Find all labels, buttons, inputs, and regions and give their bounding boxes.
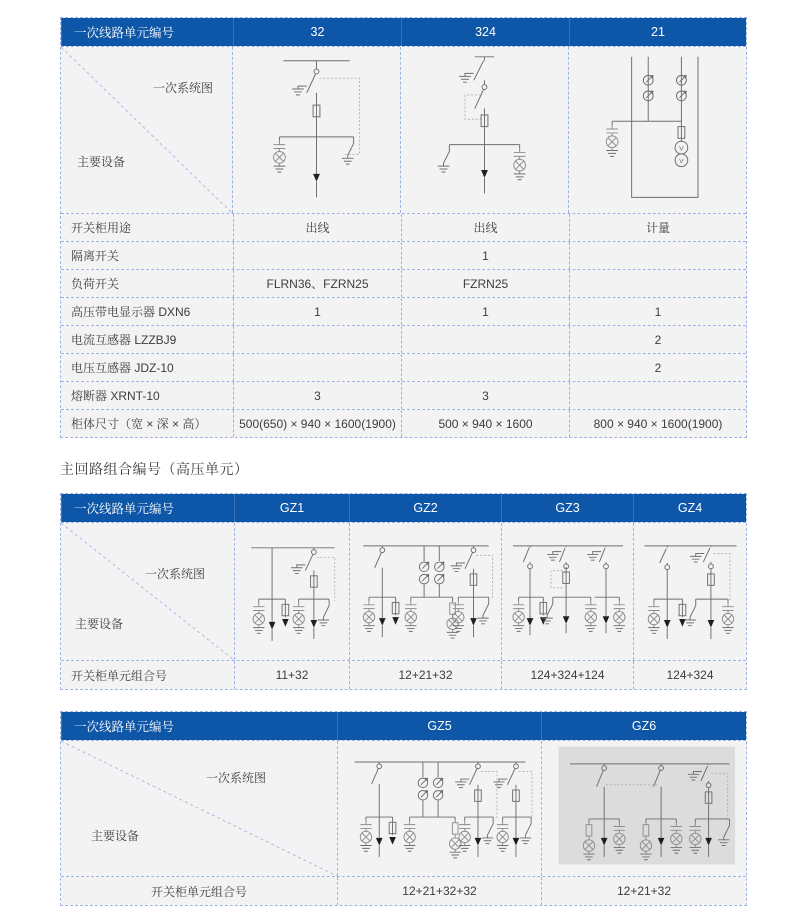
row-value: FLRN36、FZRN25 (233, 270, 401, 297)
circuit-diagram-gz5 (337, 741, 541, 876)
row-value: FZRN25 (401, 270, 569, 297)
footer-label: 开关柜单元组合号 (61, 661, 234, 689)
row-value (233, 242, 401, 269)
row-value (569, 242, 746, 269)
row-value: 2 (569, 326, 746, 353)
footer-value-gz6: 12+21+32 (541, 877, 746, 905)
row-value (401, 326, 569, 353)
table-row-hv-live-display (61, 297, 746, 325)
row-label: 隔离开关 (61, 242, 233, 269)
table-row-cabinet-size (61, 409, 746, 437)
diagram-row-label-cell (61, 741, 337, 876)
row-label: 高压带电显示器 DXN6 (61, 298, 233, 325)
row-value (233, 354, 401, 381)
row-value: 500(650) × 940 × 1600(1900) (233, 410, 401, 437)
header-col-324: 324 (401, 18, 569, 46)
combination-table-gz5-gz6 (60, 711, 747, 906)
row-value: 1 (401, 242, 569, 269)
row-value: 1 (569, 298, 746, 325)
row-value (233, 326, 401, 353)
circuit-diagram-gz4 (633, 523, 746, 660)
equipment-label: 主要设备 (75, 617, 124, 631)
unit-spec-table (60, 17, 747, 438)
combination-footer-row (61, 876, 746, 905)
table-row-current-transformer (61, 325, 746, 353)
footer-value-gz2: 12+21+32 (349, 661, 501, 689)
equipment-label: 主要设备 (91, 829, 140, 843)
row-label: 熔断器 XRNT-10 (61, 382, 233, 409)
table-row-load-switch (61, 269, 746, 297)
diagram-row (61, 740, 746, 876)
combination-table-gz1-gz4 (60, 493, 747, 690)
table-row-fuse (61, 381, 746, 409)
row-value: 800 × 940 × 1600(1900) (569, 410, 746, 437)
row-value: 出线 (233, 214, 401, 241)
header-col-gz1: GZ1 (234, 494, 349, 522)
diagram-row (61, 46, 746, 213)
footer-label: 开关柜单元组合号 (61, 877, 337, 905)
header-col-32: 32 (233, 18, 401, 46)
circuit-diagram-gz1 (234, 523, 349, 660)
row-value: 2 (569, 354, 746, 381)
header-col-gz5: GZ5 (337, 712, 541, 740)
diagram-label: 一次系统图 (206, 771, 267, 785)
header-unit-number-label: 一次线路单元编号 (61, 494, 234, 522)
row-value (401, 354, 569, 381)
row-label: 电流互感器 LZZBJ9 (61, 326, 233, 353)
header-col-gz6: GZ6 (541, 712, 746, 740)
circuit-diagram-gz2 (349, 523, 501, 660)
footer-value-gz5: 12+21+32+32 (337, 877, 541, 905)
diagram-row-label-cell (61, 523, 234, 660)
circuit-diagram-unit-324 (400, 47, 568, 213)
diagonal-divider (61, 523, 234, 660)
diagram-row (61, 522, 746, 660)
row-value: 500 × 940 × 1600 (401, 410, 569, 437)
header-col-gz2: GZ2 (349, 494, 501, 522)
row-label: 柜体尺寸（宽 × 深 × 高） (61, 410, 233, 437)
equipment-label: 主要设备 (77, 155, 126, 169)
unit-spec-header-row (61, 18, 746, 46)
header-unit-number-label: 一次线路单元编号 (61, 712, 337, 740)
row-value: 1 (401, 298, 569, 325)
row-value: 3 (233, 382, 401, 409)
header-col-21: 21 (569, 18, 746, 46)
footer-value-gz3: 124+324+124 (501, 661, 633, 689)
diagram-row-label-cell (61, 47, 232, 213)
row-label: 开关柜用途 (61, 214, 233, 241)
circuit-diagram-unit-32 (232, 47, 400, 213)
table-row-voltage-transformer (61, 353, 746, 381)
row-value: 3 (401, 382, 569, 409)
header-col-gz4: GZ4 (633, 494, 746, 522)
row-value: 出线 (401, 214, 569, 241)
footer-value-gz1: 11+32 (234, 661, 349, 689)
circuit-diagram-unit-21 (568, 47, 746, 213)
voltmeter-letter: V (679, 158, 684, 166)
footer-value-gz4: 124+324 (633, 661, 746, 689)
section-title: 主回路组合编号（高压单元） (60, 461, 249, 477)
header-unit-number-label: 一次线路单元编号 (61, 18, 233, 46)
row-value (569, 382, 746, 409)
header-col-gz3: GZ3 (501, 494, 633, 522)
row-value (569, 270, 746, 297)
table-row-purpose (61, 213, 746, 241)
gz-header-row (61, 494, 746, 522)
circuit-diagram-gz3 (501, 523, 633, 660)
row-value: 1 (233, 298, 401, 325)
table-row-isolation-switch (61, 241, 746, 269)
row-value: 计量 (569, 214, 746, 241)
combination-footer-row (61, 660, 746, 689)
row-label: 电压互感器 JDZ-10 (61, 354, 233, 381)
diagram-label: 一次系统图 (145, 567, 206, 581)
diagram-label: 一次系统图 (153, 81, 214, 95)
gz-header-row (61, 712, 746, 740)
row-label: 负荷开关 (61, 270, 233, 297)
diagonal-divider (61, 47, 232, 213)
circuit-diagram-gz6 (541, 741, 746, 876)
voltmeter-letter: V (679, 145, 684, 153)
diagonal-divider (61, 741, 337, 876)
